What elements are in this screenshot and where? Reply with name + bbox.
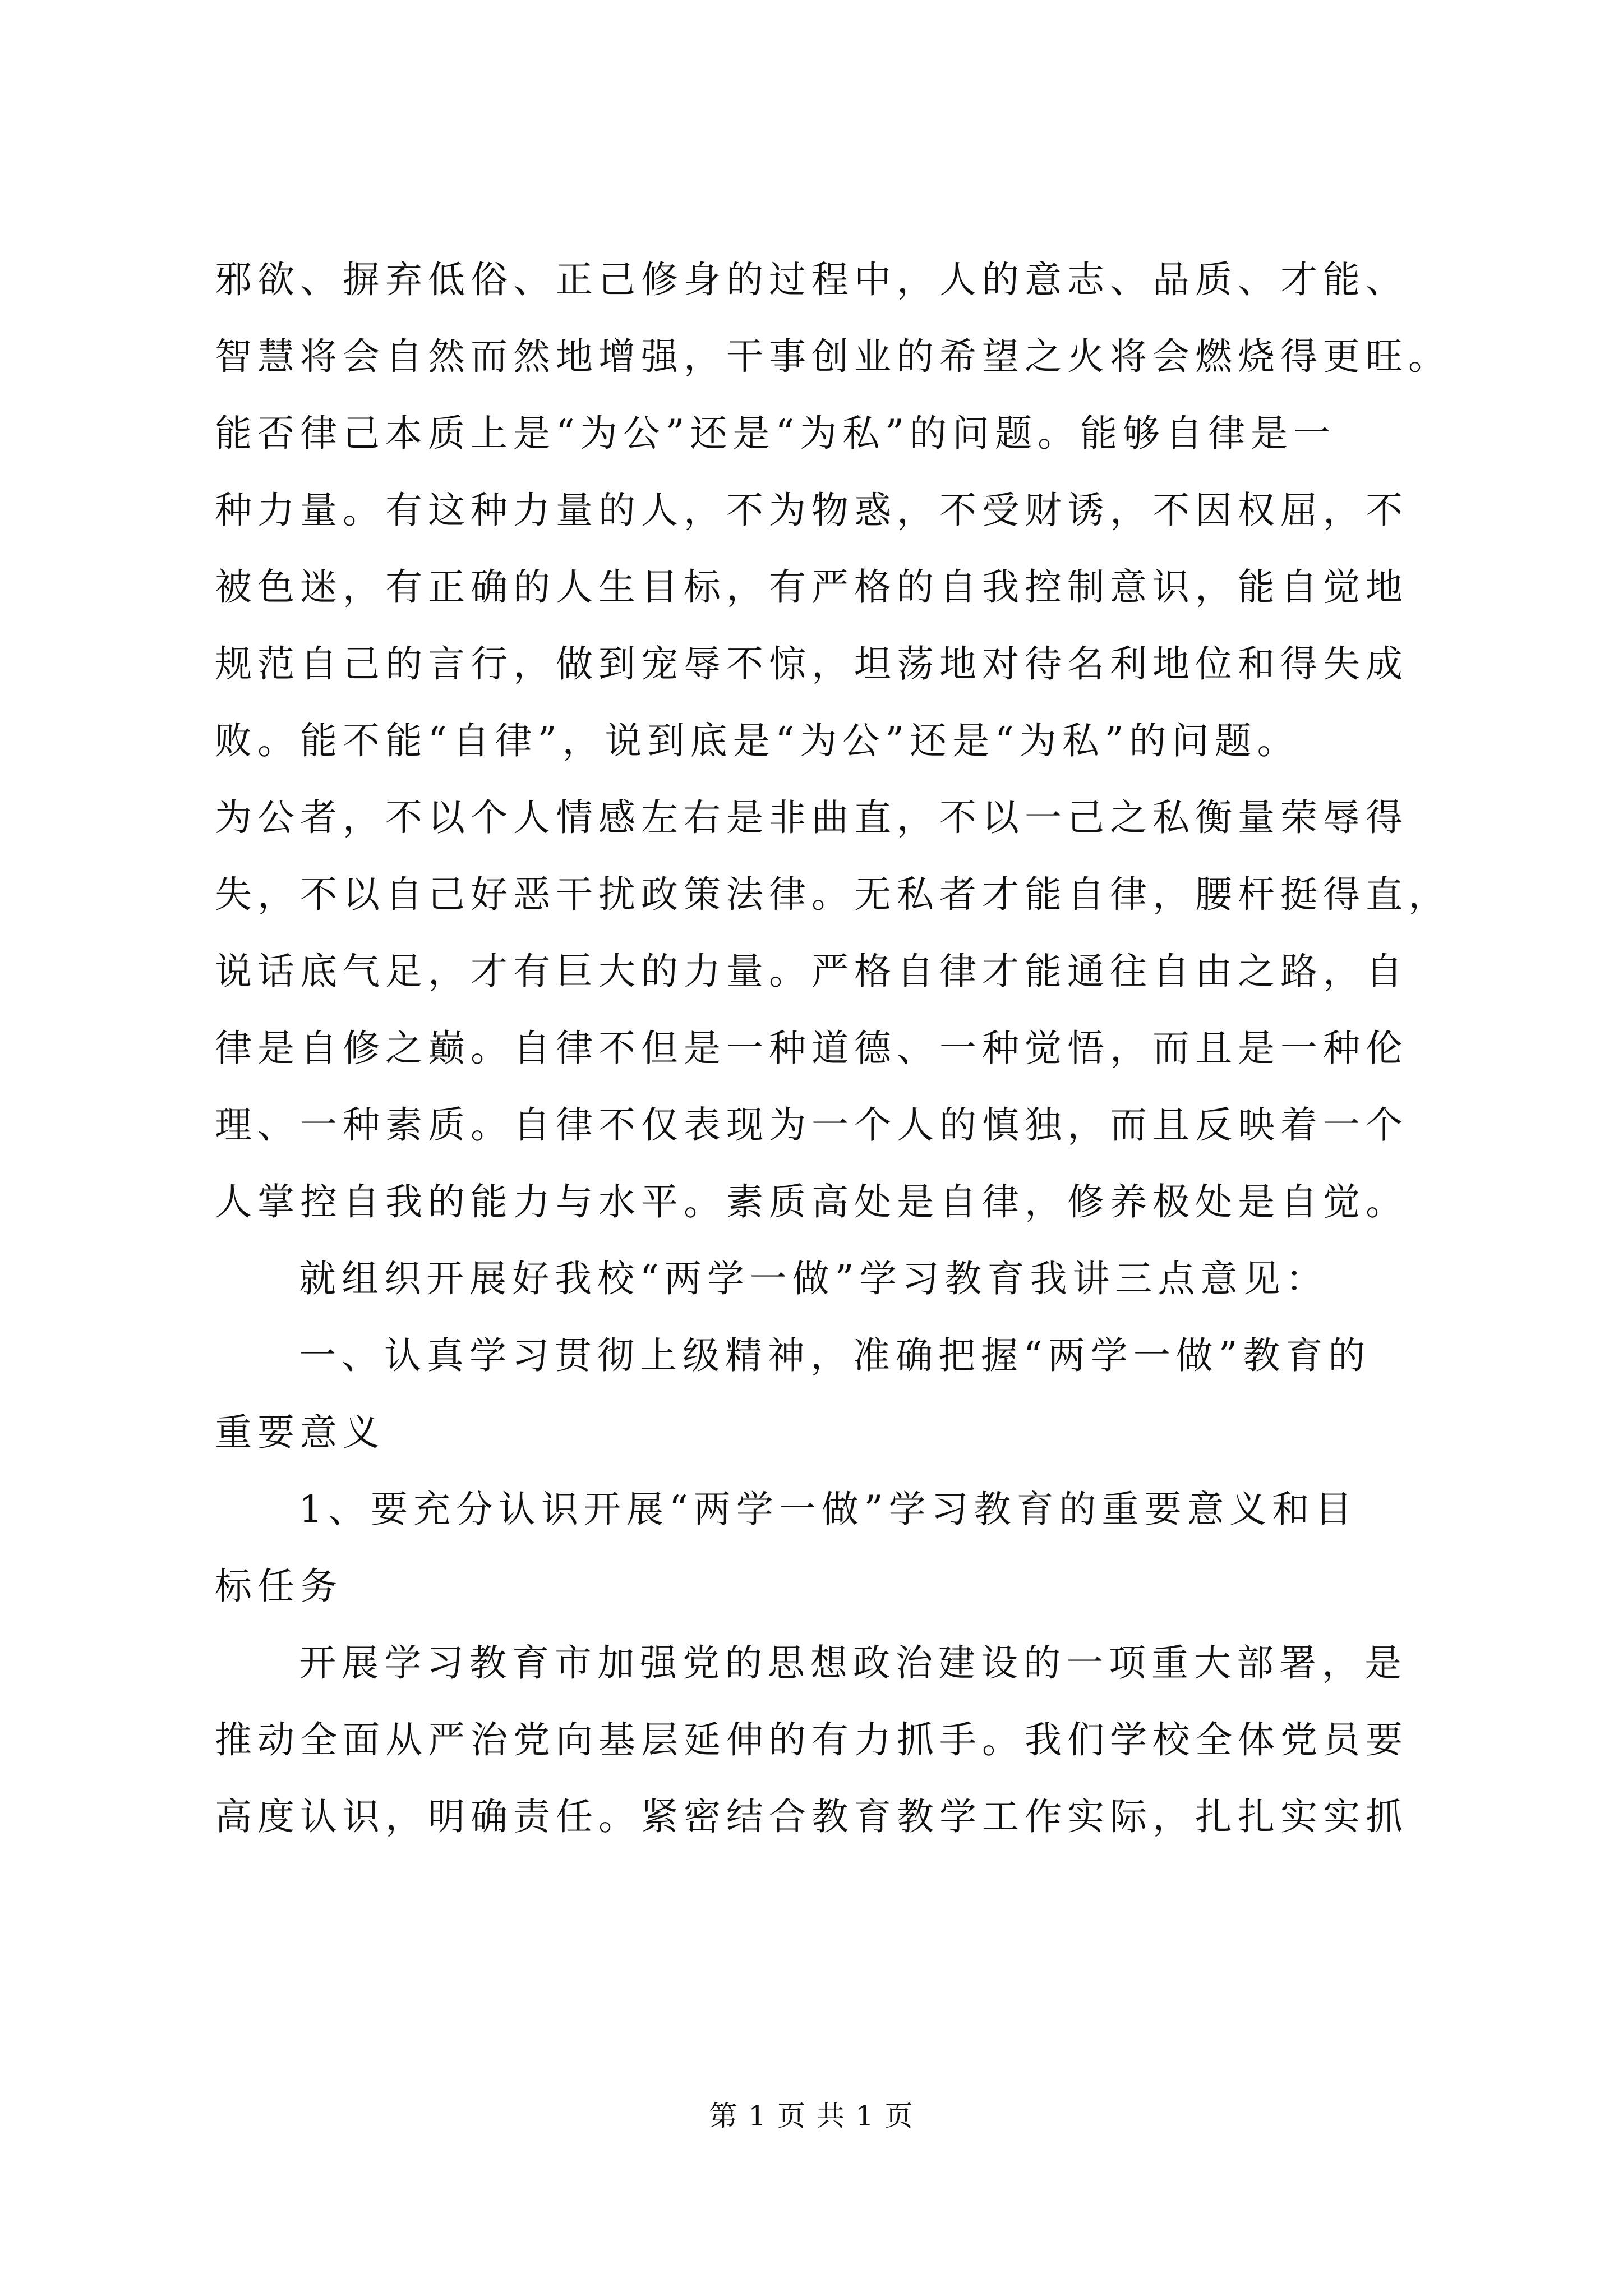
- page-footer: 第 1 页 共 1 页: [709, 2100, 914, 2132]
- paragraph-start: 开展学习教育市加强党的思想政治建设的一项重大部署，是: [299, 1641, 1407, 1685]
- text-line: 规范自己的言行，做到宠辱不惊，坦荡地对待名利地位和得失成: [215, 642, 1408, 685]
- section-heading-cont: 重要意义: [215, 1411, 385, 1454]
- text-line: 失，不以自己好恶干扰政策法律。无私者才能自律，腰杆挺得直，: [215, 873, 1451, 916]
- paragraph-intro: 就组织开展好我校“两学一做”学习教育我讲三点意见：: [299, 1257, 1329, 1300]
- subsection-heading: 1、要充分认识开展“两学一做”学习教育的重要意义和目: [299, 1488, 1358, 1531]
- text-line: 邪欲、摒弃低俗、正己修身的过程中，人的意志、品质、才能、: [215, 258, 1408, 301]
- text-line: 种力量。有这种力量的人，不为物惑，不受财诱，不因权屈，不: [215, 489, 1408, 532]
- text-line: 被色迷，有正确的人生目标，有严格的自我控制意识，能自觉地: [215, 565, 1408, 609]
- section-heading: 一、认真学习贯彻上级精神，准确把握“两学一做”教育的: [299, 1334, 1371, 1377]
- text-line: 能否律己本质上是“为公”还是“为私”的问题。能够自律是一: [215, 412, 1336, 455]
- text-line: 律是自修之巅。自律不但是一种道德、一种觉悟，而且是一种伦: [215, 1027, 1408, 1070]
- text-line: 理、一种素质。自律不仅表现为一个人的慎独，而且反映着一个: [215, 1103, 1408, 1147]
- text-line: 高度认识，明确责任。紧密结合教育教学工作实际，扎扎实实抓: [215, 1795, 1408, 1838]
- text-line: 说话底气足，才有巨大的力量。严格自律才能通往自由之路，自: [215, 950, 1408, 993]
- text-line: 败。能不能“自律”，说到底是“为公”还是“为私”的问题。: [215, 719, 1300, 762]
- subsection-heading-cont: 标任务: [215, 1565, 343, 1608]
- text-line: 人掌控自我的能力与水平。素质高处是自律，修养极处是自觉。: [215, 1180, 1408, 1223]
- text-line: 为公者，不以个人情感左右是非曲直，不以一己之私衡量荣辱得: [215, 796, 1408, 839]
- text-line: 推动全面从严治党向基层延伸的有力抓手。我们学校全体党员要: [215, 1718, 1408, 1761]
- document-body: [215, 241, 1465, 1855]
- text-line: 智慧将会自然而然地增强，干事创业的希望之火将会燃烧得更旺。: [215, 335, 1451, 378]
